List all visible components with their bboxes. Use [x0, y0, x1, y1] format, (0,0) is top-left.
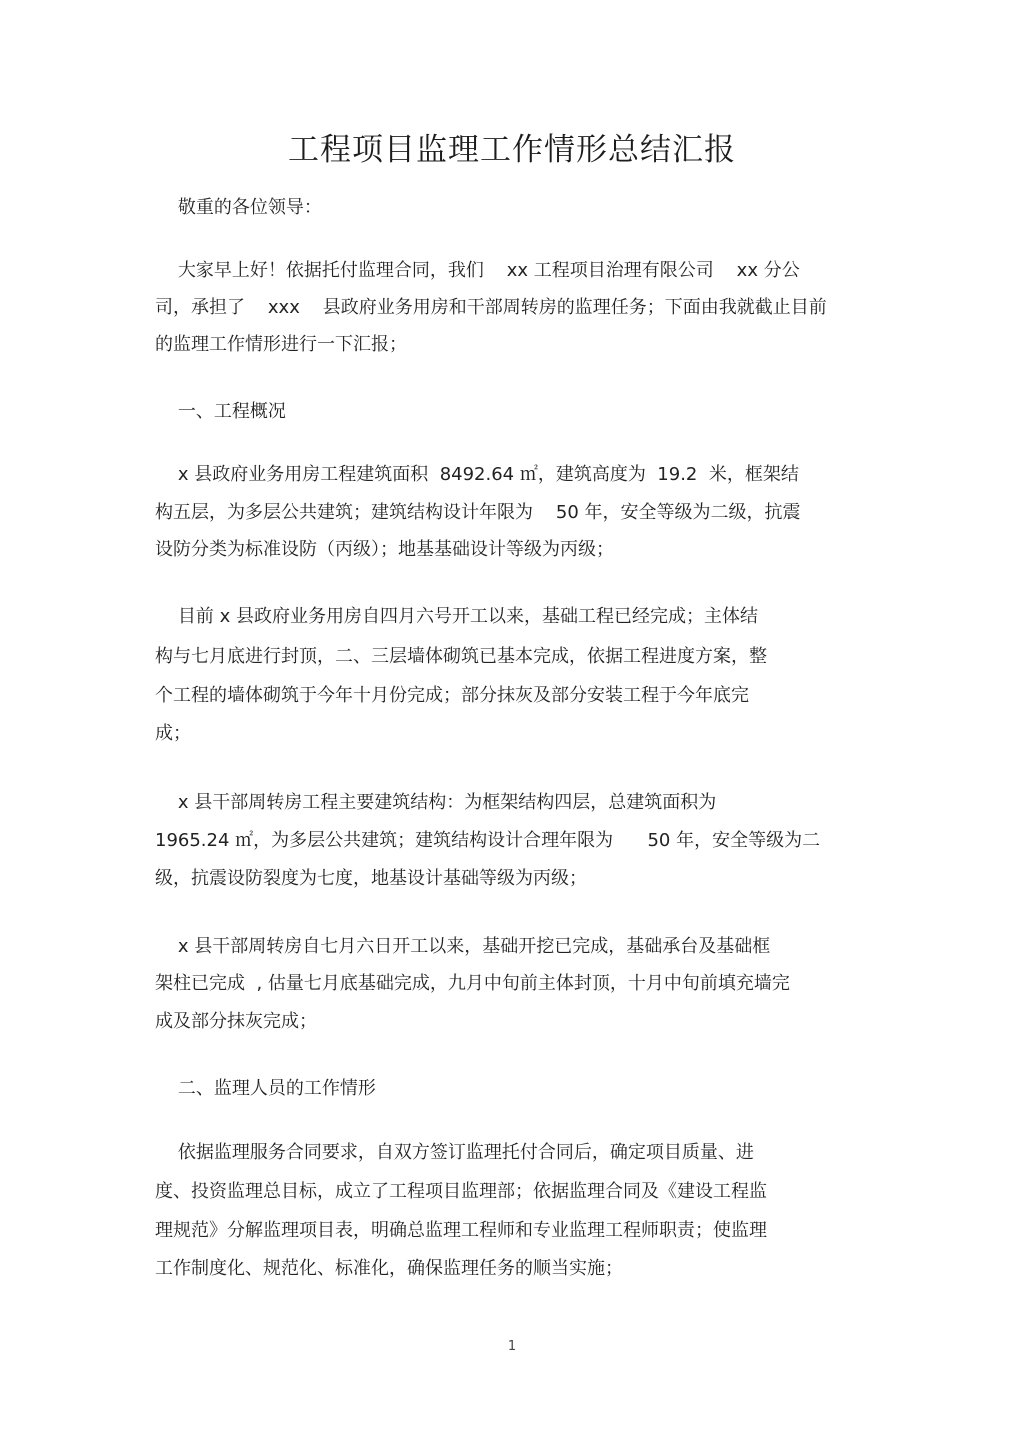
body-line: 的监理工作情形进行一下汇报； [155, 334, 407, 355]
document-title: 工程项目监理工作情形总结汇报 [288, 132, 736, 168]
body-line: 个工程的墙体砌筑于今年十月份完成；部分抹灰及部分安装工程于今年底完 [155, 685, 749, 706]
body-line: x 县干部周转房工程主要建筑结构：为框架结构四层，总建筑面积为 [155, 792, 717, 813]
body-line: 构与七月底进行封顶，二、三层墙体砌筑已基本完成，依据工程进度方案，整 [155, 646, 767, 667]
body-line: 度、投资监理总目标，成立了工程项目监理部；依据监理合同及《建设工程监 [155, 1181, 767, 1202]
body-line: 成； [155, 723, 191, 744]
body-line: 构五层，为多层公共建筑；建筑结构设计年限为 50 年，安全等级为二级，抗震 [155, 502, 801, 523]
body-line: 工作制度化、规范化、标准化，确保监理任务的顺当实施； [155, 1258, 623, 1279]
body-line: 架柱已完成 , 估量七月底基础完成，九月中旬前主体封顶，十月中旬前填充墙完 [155, 973, 790, 994]
body-line: 理规范》分解监理项目表，明确总监理工程师和专业监理工程师职责；使监理 [155, 1220, 767, 1241]
body-line: 依据监理服务合同要求，自双方签订监理托付合同后，确定项目质量、进 [155, 1142, 754, 1163]
body-line: 级，抗震设防裂度为七度，地基设计基础等级为丙级； [155, 868, 587, 889]
page-number: 1 [507, 1339, 517, 1354]
body-line: 成及部分抹灰完成； [155, 1011, 317, 1032]
body-line: 大家早上好！依据托付监理合同，我们 xx 工程项目治理有限公司 xx 分公 [155, 260, 800, 281]
body-line: x 县政府业务用房工程建筑面积 8492.64 ㎡，建筑高度为 19.2 米，框架结 [155, 464, 799, 485]
body-line: 司，承担了 xxx 县政府业务用房和干部周转房的监理任务；下面由我就截止目前 [155, 297, 827, 318]
body-line: x 县干部周转房自七月六日开工以来，基础开挖已完成，基础承台及基础框 [155, 936, 771, 957]
body-line: 目前 x 县政府业务用房自四月六号开工以来，基础工程已经完成；主体结 [155, 606, 758, 627]
body-line: 1965.24 ㎡，为多层公共建筑；建筑结构设计合理年限为 50 年，安全等级为二 [155, 830, 821, 851]
body-line: 设防分类为标准设防（丙级）；地基基础设计等级为丙级； [155, 539, 614, 560]
salutation-line: 敬重的各位领导： [155, 197, 322, 218]
section-heading: 一、工程概况 [155, 401, 286, 422]
section-heading: 二、监理人员的工作情形 [155, 1078, 376, 1099]
